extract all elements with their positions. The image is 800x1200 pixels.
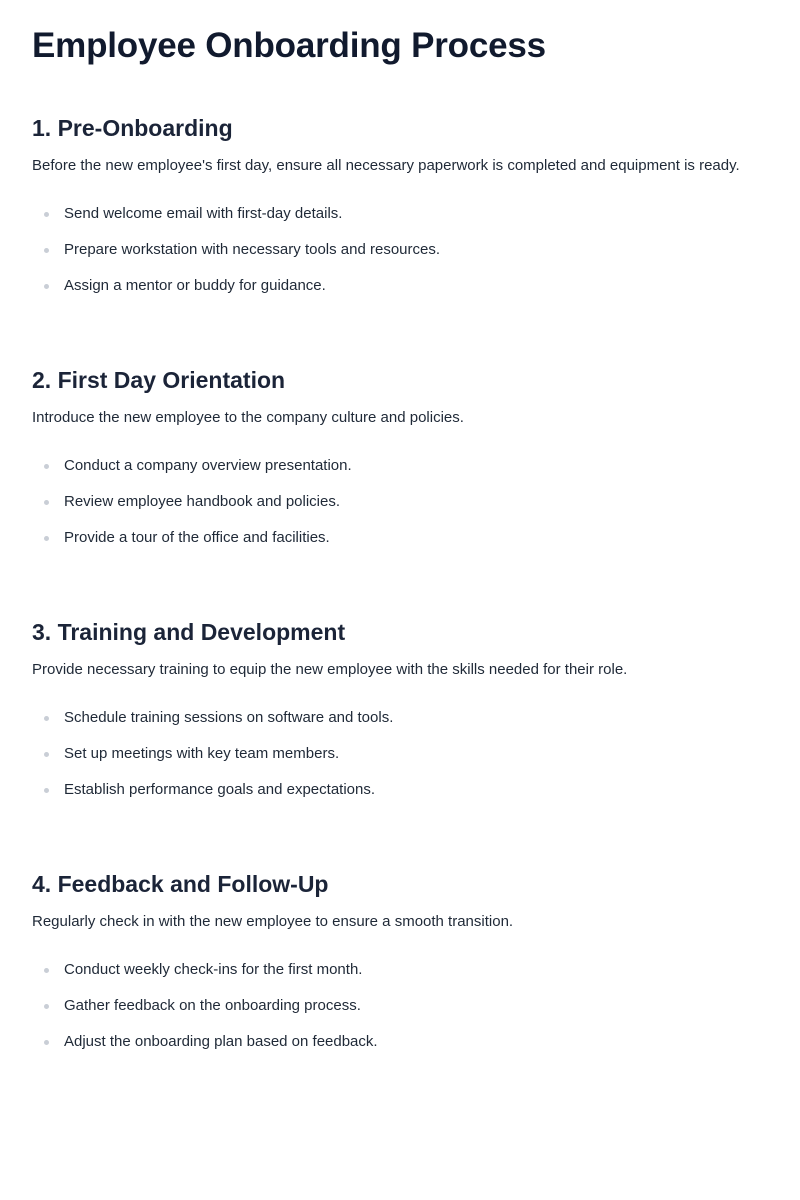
bullet-list xyxy=(32,456,352,564)
bullet-list xyxy=(32,960,378,1068)
bullet-icon xyxy=(44,500,49,505)
bullet-list xyxy=(32,204,440,312)
list-item xyxy=(32,456,352,492)
list-item-text: Assign a mentor or buddy for guidance. xyxy=(64,277,326,294)
bullet-list xyxy=(32,708,393,816)
section-heading: 3. Training and Development xyxy=(32,619,346,645)
section-description: Introduce the new employee to the company culture and policies. xyxy=(32,409,464,426)
bullet-icon xyxy=(44,284,49,289)
list-item xyxy=(32,204,440,240)
list-item-text: Gather feedback on the onboarding process. xyxy=(64,997,361,1014)
bullet-icon xyxy=(44,716,49,721)
list-item-text: Review employee handbook and policies. xyxy=(64,493,341,510)
bullet-icon xyxy=(44,968,49,973)
section-heading: 2. First Day Orientation xyxy=(32,367,286,393)
list-item-text: Conduct a company overview presentation. xyxy=(64,457,352,474)
list-item xyxy=(32,996,378,1032)
list-item xyxy=(32,1032,378,1068)
section-description: Provide necessary training to equip the new employee with the skills needed for their role. xyxy=(32,661,628,678)
bullet-icon xyxy=(44,1040,49,1045)
list-item xyxy=(32,240,440,276)
list-item-text: Prepare workstation with necessary tools and resources. xyxy=(64,241,441,258)
section-heading: 4. Feedback and Follow-Up xyxy=(32,871,329,897)
section-description: Regularly check in with the new employee to ensure a smooth transition. xyxy=(32,913,514,930)
list-item xyxy=(32,708,393,744)
list-item xyxy=(32,780,393,816)
list-item-text: Establish performance goals and expectations. xyxy=(64,781,376,798)
list-item-text: Adjust the onboarding plan based on feedback. xyxy=(64,1033,378,1050)
page-title: Employee Onboarding Process xyxy=(32,26,546,65)
list-item-text: Schedule training sessions on software and tools. xyxy=(64,709,394,726)
bullet-icon xyxy=(44,248,49,253)
list-item xyxy=(32,744,393,780)
section-training-and-development xyxy=(32,617,792,798)
list-item xyxy=(32,528,352,564)
list-item xyxy=(32,276,440,312)
list-item xyxy=(32,492,352,528)
list-item-text: Set up meetings with key team members. xyxy=(64,745,340,762)
section-feedback-and-follow-up xyxy=(32,869,792,1050)
section-heading: 1. Pre-Onboarding xyxy=(32,115,233,141)
section-pre-onboarding xyxy=(32,113,792,294)
bullet-icon xyxy=(44,464,49,469)
section-description: Before the new employee's first day, ensure all necessary paperwork is completed and equipment is ready. xyxy=(32,157,740,174)
bullet-icon xyxy=(44,1004,49,1009)
section-first-day-orientation xyxy=(32,365,792,546)
bullet-icon xyxy=(44,788,49,793)
list-item xyxy=(32,960,378,996)
bullet-icon xyxy=(44,752,49,757)
list-item-text: Send welcome email with first-day details. xyxy=(64,205,343,222)
bullet-icon xyxy=(44,536,49,541)
list-item-text: Conduct weekly check-ins for the first month. xyxy=(64,961,363,978)
list-item-text: Provide a tour of the office and facilities. xyxy=(64,529,330,546)
bullet-icon xyxy=(44,212,49,217)
